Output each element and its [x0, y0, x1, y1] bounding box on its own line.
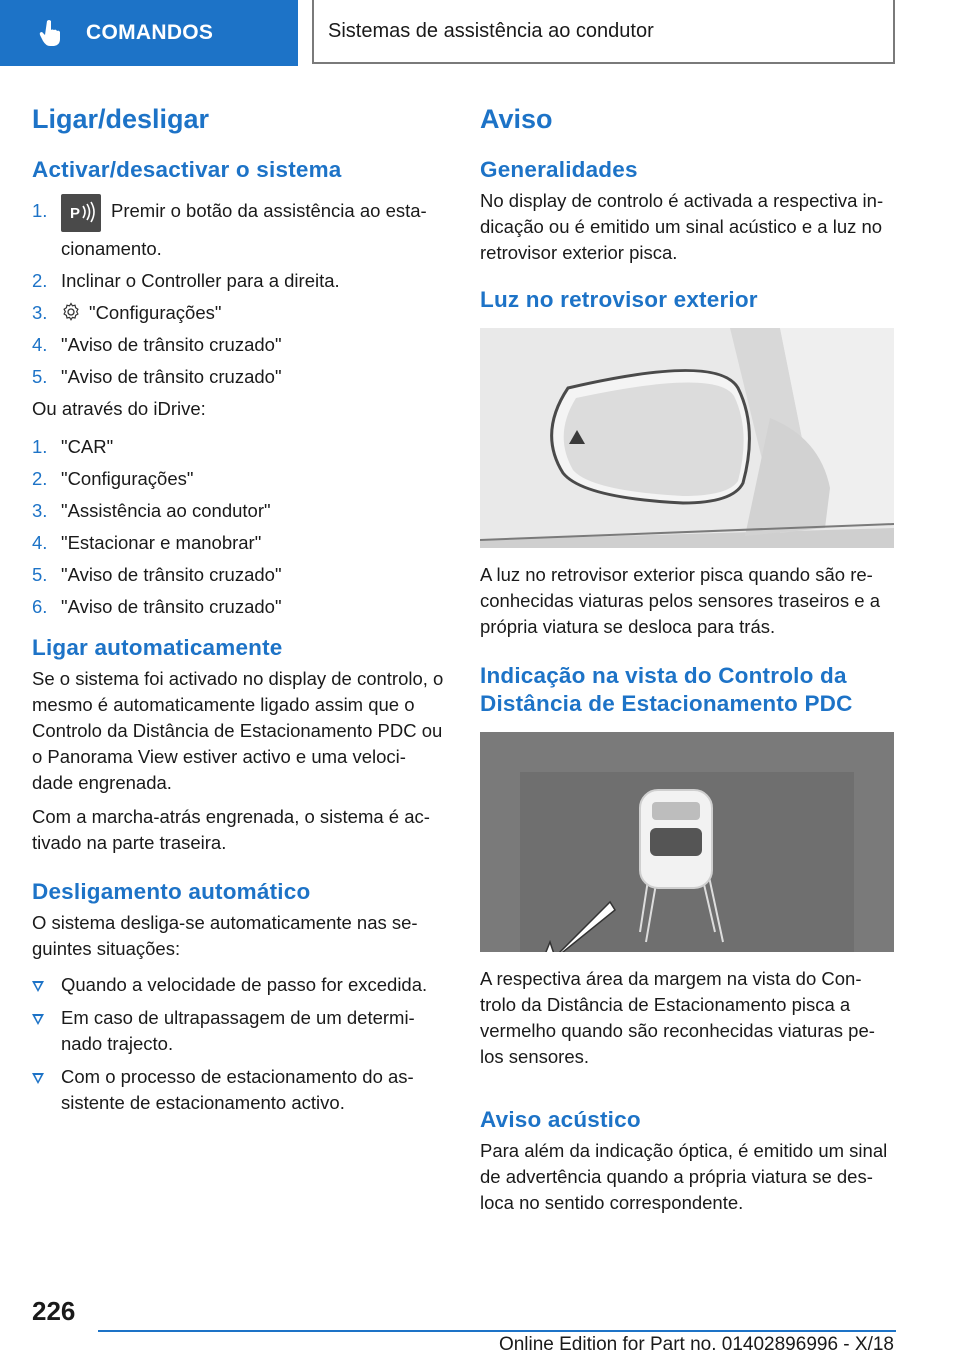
- step-number: 2.: [32, 468, 48, 489]
- bullet-triangle-icon: [32, 1014, 44, 1025]
- chapter-tab[interactable]: [0, 0, 298, 66]
- heading-generalidades: Generalidades: [480, 157, 638, 182]
- list-item: [32, 300, 446, 326]
- step-text: "CAR": [61, 436, 114, 457]
- step-number: 1.: [32, 436, 48, 457]
- general-text: No display de controlo é activada a respectiva in-dicação ou é emitido um sinal acústico e a luz no retrovisor exterior pisca.: [480, 190, 884, 263]
- heading-indicacao-pdc: Indicação na vista do Controlo da Distância de Estacionamento PDC: [480, 663, 853, 716]
- footer-divider: [98, 1330, 896, 1332]
- step-text: "Assistência ao condutor": [61, 500, 271, 521]
- auto-on-paragraph-2: Com a marcha-atrás engrenada, o sistema é ac-tivado na parte traseira.: [32, 806, 430, 853]
- auto-off-intro: O sistema desliga-se automaticamente nas se-guintes situações:: [32, 912, 418, 959]
- heading-activar-desactivar: Activar/desactivar o sistema: [32, 157, 342, 182]
- bullet-text: Com o processo de estacionamento do as-sistente de estacionamento activo.: [61, 1066, 414, 1113]
- step-number: 2.: [32, 270, 48, 291]
- heading-luz-retrovisor: Luz no retrovisor exterior: [480, 287, 758, 312]
- list-item: [32, 594, 446, 620]
- bullet-triangle-icon: [32, 981, 44, 992]
- section-title: Sistemas de assistência ao condutor: [312, 0, 895, 64]
- pdc-view-illustration: [480, 732, 894, 952]
- svg-text:P: P: [70, 205, 81, 222]
- heading-desligamento-automatico: Desligamento automático: [32, 879, 311, 904]
- step-text: "Configurações": [89, 302, 222, 323]
- list-item: [32, 562, 446, 588]
- auto-on-paragraph-1: Se o sistema foi activado no display de controlo, o mesmo é automaticamente ligado assim que o Controlo da Distância de Estacionamento PDC ou o Panorama View estiver activo e uma veloci-dade engrenada.: [32, 668, 444, 793]
- heading-ligar-desligar: Ligar/desligar: [32, 104, 210, 134]
- idrive-steps: [32, 434, 446, 620]
- list-item: [32, 434, 446, 460]
- mirror-caption: A luz no retrovisor exterior pisca quando são re-conhecidas viaturas pelos sensores traseiros e a própria viatura se desloca para trás.: [480, 564, 881, 637]
- step-number: 1.: [32, 200, 48, 221]
- activate-steps: [32, 198, 446, 390]
- heading-aviso: Aviso: [480, 104, 553, 134]
- settings-gear-icon: [61, 302, 81, 322]
- step-number: 4.: [32, 334, 48, 355]
- right-column: [480, 96, 894, 1216]
- list-item: [32, 332, 446, 358]
- step-text: "Aviso de trânsito cruzado": [61, 596, 282, 617]
- step-text: "Estacionar e manobrar": [61, 532, 262, 553]
- heading-ligar-automaticamente: Ligar automaticamente: [32, 635, 283, 660]
- list-item: [32, 364, 446, 390]
- list-item: [32, 268, 446, 294]
- step-number: 5.: [32, 564, 48, 585]
- step-text: "Aviso de trânsito cruzado": [61, 564, 282, 585]
- acoustic-text: Para além da indicação óptica, é emitido um sinal de advertência quando a própria viatura se des-loca no sentido correspondente.: [480, 1140, 888, 1213]
- list-item: [32, 972, 446, 998]
- step-text: "Aviso de trânsito cruzado": [61, 334, 282, 355]
- bullet-text: Em caso de ultrapassagem de um determi-nado trajecto.: [61, 1007, 415, 1054]
- step-number: 3.: [32, 500, 48, 521]
- list-item: [32, 198, 446, 262]
- edition-text: Online Edition for Part no. 01402896996 - X/18: [498, 1334, 894, 1355]
- step-text: "Aviso de trânsito cruzado": [61, 366, 282, 387]
- step-number: 4.: [32, 532, 48, 553]
- page-number: 226: [32, 1296, 76, 1326]
- pdc-caption: A respectiva área da margem na vista do Con-trolo da Distância de Estacionamento pisca a vermelho quando são reconhecidas viaturas pe-los sensores.: [480, 968, 875, 1067]
- list-item: [32, 498, 446, 524]
- parking-assist-button-icon: [61, 194, 101, 232]
- list-item: [32, 530, 446, 556]
- step-text: Inclinar o Controller para a direita.: [61, 270, 340, 291]
- bullet-triangle-icon: [32, 1073, 44, 1084]
- or-idrive-text: Ou através do iDrive:: [32, 398, 206, 419]
- step-number: 6.: [32, 596, 48, 617]
- auto-off-bullets: [32, 972, 446, 1116]
- chapter-tab-label: COMANDOS: [86, 21, 214, 44]
- heading-aviso-acustico: Aviso acústico: [480, 1107, 641, 1132]
- step-text: Premir o botão da assistência ao esta-cionamento.: [61, 200, 427, 259]
- step-number: 3.: [32, 302, 48, 323]
- list-item: [32, 1064, 446, 1116]
- mirror-light-illustration: [480, 328, 894, 548]
- step-text: "Configurações": [61, 468, 194, 489]
- left-column: [32, 96, 446, 1123]
- bullet-text: Quando a velocidade de passo for excedida.: [61, 974, 428, 995]
- step-number: 5.: [32, 366, 48, 387]
- list-item: [32, 466, 446, 492]
- hand-pointer-icon: [38, 18, 64, 48]
- list-item: [32, 1005, 446, 1057]
